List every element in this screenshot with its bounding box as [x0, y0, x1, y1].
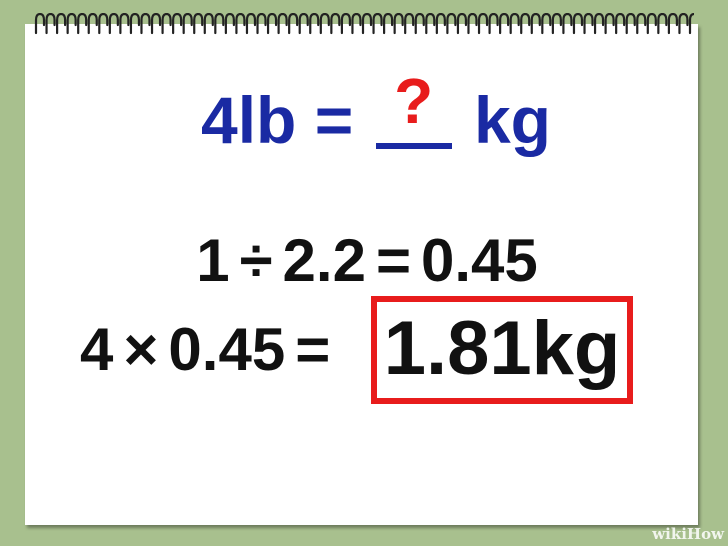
spiral-ring	[479, 14, 487, 33]
spiral-ring	[447, 14, 455, 33]
spiral-ring	[247, 14, 255, 33]
spiral-ring	[78, 14, 86, 33]
question-unit-text: kg	[473, 83, 551, 157]
spiral-ring	[289, 14, 297, 33]
spiral-ring	[437, 14, 445, 33]
spiral-ring	[352, 14, 360, 33]
spiral-ring	[173, 14, 181, 33]
spiral-ring	[236, 14, 244, 33]
spiral-ring	[131, 14, 139, 33]
wikihow-watermark: wikiHow	[652, 525, 724, 543]
spiral-ring	[595, 14, 603, 33]
spiral-ring	[511, 14, 519, 33]
spiral-ring	[690, 14, 694, 33]
spiral-ring	[553, 14, 561, 33]
step1-equals: =	[375, 227, 411, 294]
spiral-ring	[416, 14, 424, 33]
step1-divisor: 2.2	[282, 227, 366, 294]
spiral-ring	[500, 14, 508, 33]
spiral-ring	[47, 14, 55, 33]
step-one-equation	[3, 226, 728, 296]
spiral-ring	[395, 14, 403, 33]
spiral-ring	[184, 14, 192, 33]
spiral-ring	[342, 14, 350, 33]
step2-multiplier: 0.45	[168, 316, 286, 383]
spiral-ring	[574, 14, 582, 33]
spiral-binding	[32, 13, 694, 37]
divide-symbol: ÷	[239, 227, 273, 294]
spiral-ring	[384, 14, 392, 33]
spiral-ring	[648, 14, 656, 33]
spiral-ring	[363, 14, 371, 33]
spiral-ring	[36, 14, 44, 33]
spiral-ring	[521, 14, 529, 33]
spiral-ring	[99, 14, 107, 33]
spiral-ring	[374, 14, 382, 33]
spiral-ring	[194, 14, 202, 33]
step1-result: 0.45	[421, 227, 538, 294]
question-mark: ?	[394, 65, 434, 137]
spiral-ring	[279, 14, 287, 33]
spiral-ring	[215, 14, 223, 33]
spiral-ring	[658, 14, 666, 33]
spiral-ring	[606, 14, 614, 33]
spiral-ring	[68, 14, 76, 33]
spiral-ring	[268, 14, 276, 33]
spiral-ring	[616, 14, 624, 33]
spiral-ring	[258, 14, 266, 33]
step2-expression	[80, 315, 340, 385]
conversion-question	[12, 65, 728, 160]
multiply-symbol: ×	[123, 316, 159, 383]
final-answer: 1.81kg	[383, 306, 621, 391]
spiral-ring	[110, 14, 118, 33]
spiral-ring	[405, 14, 413, 33]
spiral-ring	[300, 14, 308, 33]
spiral-ring	[585, 14, 593, 33]
spiral-ring	[426, 14, 434, 33]
spiral-ring	[89, 14, 97, 33]
spiral-ring	[163, 14, 171, 33]
spiral-ring	[627, 14, 635, 33]
spiral-ring	[468, 14, 476, 33]
step2-multiplicand: 4	[80, 316, 114, 383]
spiral-ring	[679, 14, 687, 33]
question-left-text: 4lb =	[201, 83, 354, 157]
spiral-ring	[563, 14, 571, 33]
spiral-ring	[120, 14, 128, 33]
spiral-ring	[57, 14, 65, 33]
spiral-ring	[310, 14, 318, 33]
spiral-ring	[321, 14, 329, 33]
step1-dividend: 1	[196, 227, 230, 294]
spiral-ring	[532, 14, 540, 33]
step2-equals: =	[295, 316, 331, 383]
spiral-ring	[458, 14, 466, 33]
spiral-ring	[637, 14, 645, 33]
spiral-ring	[490, 14, 498, 33]
spiral-ring	[205, 14, 213, 33]
spiral-ring	[669, 14, 677, 33]
spiral-ring	[141, 14, 149, 33]
spiral-ring	[542, 14, 550, 33]
spiral-ring	[152, 14, 160, 33]
spiral-ring	[331, 14, 339, 33]
spiral-ring	[226, 14, 234, 33]
unknown-blank	[376, 65, 452, 143]
